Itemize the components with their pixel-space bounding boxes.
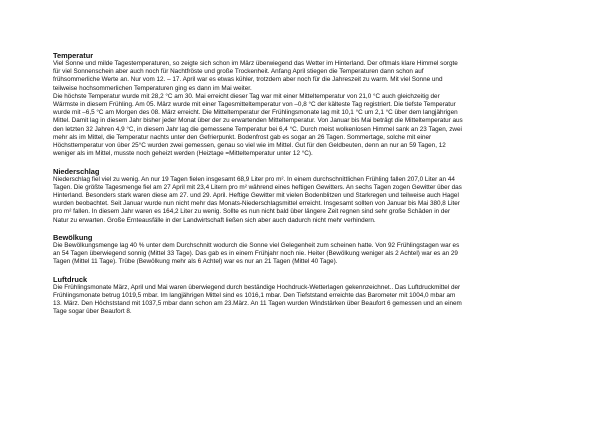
text-line: Höchsttemperatur von über 25°C wurden zwei gemessen, genau so viel wie im Mittel. Gut für den Geldbeuten, denn an nur an 59 Tagen, 12	[53, 142, 446, 150]
text-line: wurden beobachtet. Seit Januar wurde nun nicht mehr das Monats-Niederschlagsmittel erreicht. Insgesamt sollten von Januar bis Mai 380,8 Liter	[53, 200, 460, 208]
text-line: an 54 Tagen überwiegend sonnig (Mittel 33 Tage). Das gab es in einem Frühjahr noch nie. Heiter (Bewölkung weniger als 2 Achtel) war es an 29	[53, 250, 458, 258]
section-niederschlag	[53, 167, 583, 225]
text-line: Frühlingsmonate betrug 1019,5 mbar. Im langjährigen Mittel sind es 1016,1 mbar. Den Tiefststand erreichte das Barometer mit 1004,0 mbar am	[53, 292, 456, 300]
text-line: Mittel. Damit lag in diesem Jahr bisher jeder Monat über der zu erwartenden Mitteltemperatur. Von Januar bis Mai beträgt die Mitteltemperatur aus	[53, 117, 463, 125]
text-line: Wärmste in diesem Frühling. Am 05. März wurde mit einer Tagesmitteltemperatur von –0,8 °C der kälteste Tag registriert. Die tiefste Temperatur	[53, 101, 456, 109]
text-line: teilweise hochsommerlichen Temperaturen ging es dann im Mai weiter.	[53, 84, 252, 92]
section-body	[53, 176, 583, 225]
text-line: pro m² fallen. In diesem Jahr waren es 164,2 Liter zu wenig. Sollte es nun nicht bald über längere Zeit regnen sind sehr große Schäden in der	[53, 208, 451, 216]
text-line: Tage sogar über Beaufort 8.	[53, 308, 132, 316]
text-line: Viel Sonne und milde Tagestemperaturen, so zeigte sich schon im März überwiegend das Wetter im Hinterland. Der oftmals klare Himmel sorgte	[53, 60, 458, 67]
section-heading: Luftdruck	[53, 274, 88, 284]
text-line: den letzten 32 Jahren 4,9 °C, in diesem Jahr lag die gemessene Temperatur bei 6,4 °C. Durch meist wolkenlosen Himmel sank an 23 Tagen, zwei	[53, 125, 462, 133]
text-line: Niederschlag fiel viel zu wenig. An nur 19 Tagen fielen insgesamt 68,9 Liter pro m². In einem durchschnittlichen Frühling fallen 207,0 Liter an 44	[53, 175, 455, 183]
section-body	[53, 60, 583, 158]
section-body	[53, 242, 583, 267]
text-line: Tagen (Mittel 11 Tage). Trübe (Bewölkung mehr als 6 Achtel) war es nur an 21 Tagen (Mittel 40 Tage).	[53, 258, 338, 266]
text-line: Hinterland. Besonders stark waren diese am 27. und 29. April. Heftige Gewitter mit vielen Bodenblitzen und Starkregen und teilweise auch Hagel	[53, 192, 459, 200]
text-line: für viel Sonnenschein aber auch noch für Nachtfröste und große Trockenheit. Anfang April stiegen die Temperaturen dann schon auf	[53, 68, 424, 76]
text-line: Die höchste Temperatur wurde mit 28,2 °C am 30. Mai erreicht dieser Tag war mit einer Mitteltemperatur von 21,0 °C auch gleichzeitig der	[53, 92, 440, 100]
text-line: frühsommerliche Werte an. Nur vom 12. – 17. April war es etwas kühler, trotzdem aber noch für die Jahreszeit zu warm. Mit viel Sonne und	[53, 76, 443, 84]
text-line: Tagen. Die größte Tagesmenge fiel am 27 April mit 23,4 Litern pro m² während eines heftigen Gewitters. An sechs Tagen zogen Gewitter über das	[53, 183, 462, 191]
text-line: mehr als im Mittel, die Temperatur nachts unter den Gefrierpunkt. Bodenfrost gab es sogar an 26 Tagen. Sommertage, solche mit einer	[53, 133, 432, 141]
section-heading: Bewölkung	[53, 233, 93, 243]
document-page	[53, 51, 583, 325]
section-body	[53, 284, 583, 317]
section-bewoelkung	[53, 233, 583, 267]
text-line: wurde mit –6,5 °C am Morgen des 08. März erreicht. Die Mitteltemperatur der Frühlingsmonate lag mit 10,1 °C um 2,1 °C über dem langjährigen	[53, 109, 458, 117]
text-line: 13. März. Den Höchststand mit 1037,5 mbar dann schon am 23.März. An 11 Tagen wurden Windstärken über Beaufort 6 gemessen und an einem	[53, 300, 462, 308]
text-line: Die Frühlingsmonate März, April und Mai waren überwiegend durch beständige Hochdruck-Wetterlagen gekennzeichnet.. Das Luftdruckmittel der	[53, 283, 461, 291]
text-line: Natur zu erwarten. Große Ernteausfälle in der Landwirtschaft ließen sich aber auch dadurch nicht mehr verhindern.	[53, 216, 376, 224]
text-line: weniger als im Mittel, musste noch geheizt werden (Heiztage =Mitteltemperatur unter 12 °C).	[53, 150, 313, 158]
section-heading: Temperatur	[53, 51, 94, 60]
section-luftdruck	[53, 275, 583, 317]
section-temperatur	[53, 51, 583, 158]
text-line: Die Bewölkungsmenge lag 40 % unter dem Durchschnitt wodurch die Sonne viel Gelegenheit zum scheinen hatte. Von 92 Frühlingstagen war es	[53, 242, 460, 250]
section-heading: Niederschlag	[53, 166, 100, 176]
